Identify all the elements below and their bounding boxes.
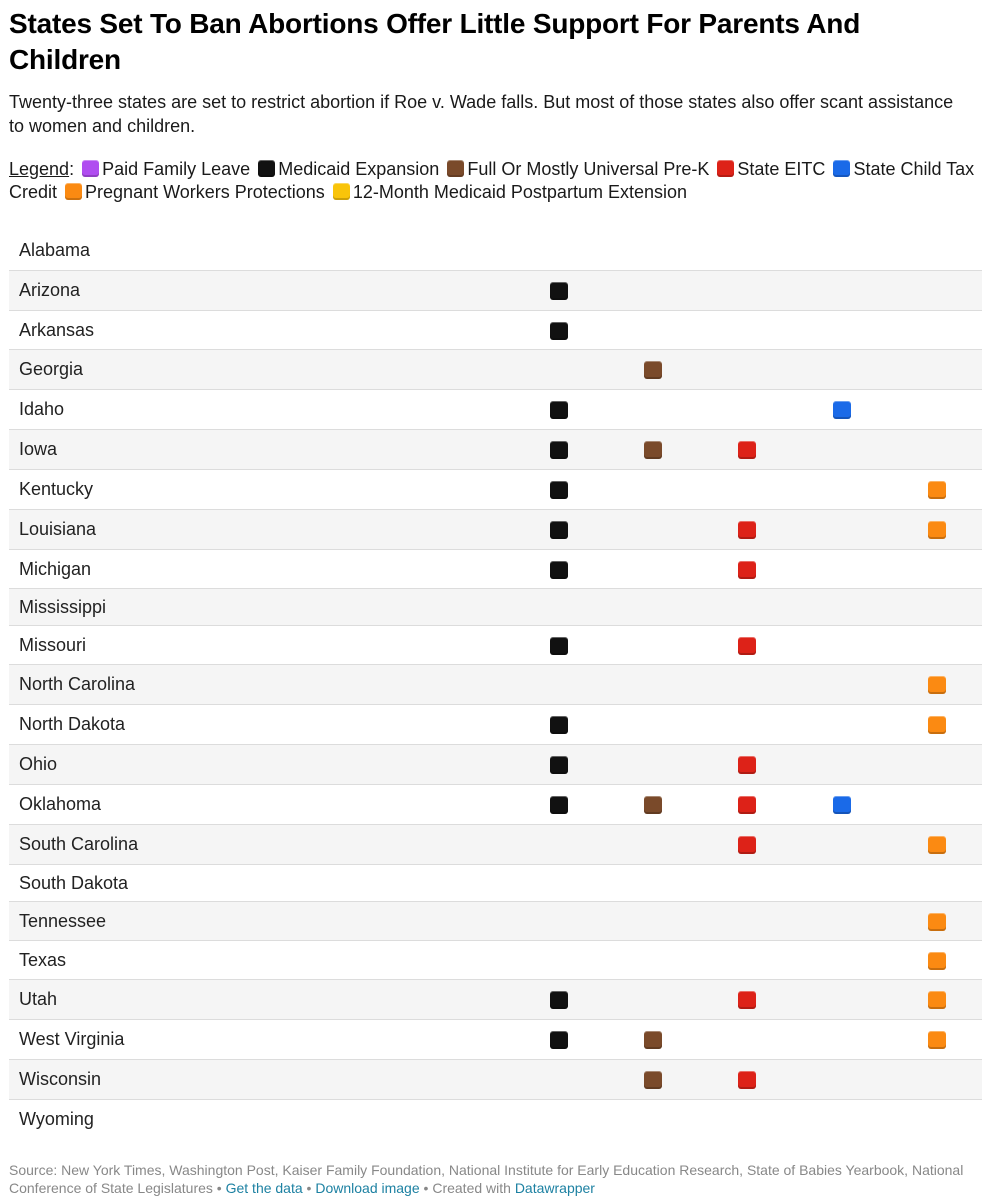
state-name: Arizona (19, 280, 81, 300)
state-name: Iowa (19, 439, 58, 459)
footer (9, 1161, 984, 1197)
table-row (9, 941, 982, 980)
table-row (9, 231, 982, 271)
state-name: Georgia (19, 359, 84, 379)
table-row (9, 510, 982, 550)
marker-pwp (928, 991, 946, 1009)
marker-prek (644, 361, 662, 379)
marker-eitc (738, 521, 756, 539)
marker-pwp (928, 481, 946, 499)
state-name: Ohio (19, 754, 58, 774)
marker-eitc (738, 991, 756, 1009)
state-name: South Dakota (19, 872, 129, 893)
legend-label-postpartum: 12-Month Medicaid Postpartum Extension (352, 182, 687, 202)
table-row (9, 626, 982, 665)
marker-medicaid (550, 401, 568, 419)
table-row (9, 390, 982, 430)
marker-medicaid (550, 796, 568, 814)
legend (9, 158, 984, 204)
state-name: Tennessee (19, 910, 107, 931)
legend-label-eitc: State EITC (737, 159, 826, 179)
table-row (9, 350, 982, 390)
marker-medicaid (550, 991, 568, 1009)
legend-label-prek: Full Or Mostly Universal Pre-K (467, 159, 710, 179)
table-row (9, 705, 982, 745)
state-name: Alabama (19, 240, 91, 260)
legend-label-medicaid: Medicaid Expansion (278, 159, 440, 179)
get-data-link[interactable]: Get the data (225, 1180, 303, 1196)
marker-prek (644, 441, 662, 459)
table-row (9, 865, 982, 902)
marker-eitc (738, 1071, 756, 1089)
table-row (9, 271, 982, 311)
marker-eitc (738, 441, 756, 459)
state-name: Michigan (19, 558, 92, 579)
state-name: Wyoming (19, 1108, 94, 1129)
marker-eitc (738, 637, 756, 655)
marker-medicaid (550, 441, 568, 459)
state-name: Arkansas (19, 319, 95, 340)
state-support-table (9, 231, 982, 1138)
state-name: North Dakota (19, 714, 126, 734)
legend-key-label: Legend (9, 159, 70, 179)
state-name: Texas (19, 949, 67, 970)
state-name: West Virginia (19, 1029, 125, 1049)
marker-medicaid (550, 521, 568, 539)
footer-separator: • (212, 1180, 226, 1196)
state-name: Kentucky (19, 479, 94, 499)
state-name: Wisconsin (19, 1069, 102, 1089)
marker-eitc (738, 836, 756, 854)
marker-medicaid (550, 756, 568, 774)
marker-pwp (928, 1031, 946, 1049)
legend-label-ctc: State Child Tax Credit (9, 159, 975, 202)
legend-swatch-postpartum (333, 183, 350, 200)
marker-pwp (928, 836, 946, 854)
legend-swatch-pfl (82, 160, 99, 177)
table-row (9, 1020, 982, 1060)
legend-label-pwp: Pregnant Workers Protections (85, 182, 325, 202)
legend-item-postpartum (330, 182, 687, 202)
table-row (9, 785, 982, 825)
state-name: Utah (19, 989, 58, 1009)
table-row (9, 665, 982, 705)
download-image-link[interactable]: Download image (315, 1180, 420, 1196)
marker-eitc (738, 796, 756, 814)
marker-pwp (928, 521, 946, 539)
legend-item-medicaid (255, 159, 439, 179)
marker-pwp (928, 913, 946, 931)
state-name: North Carolina (19, 674, 136, 694)
marker-medicaid (550, 1031, 568, 1049)
footer-separator: • (302, 1180, 316, 1196)
chart-subtitle: Twenty-three states are set to restrict abortion if Roe v. Wade falls. But most of those states also offer scant assistance to women and children. (9, 92, 954, 136)
created-with-label: Created with (432, 1180, 511, 1196)
table-row (9, 745, 982, 785)
marker-medicaid (550, 322, 568, 340)
marker-prek (644, 1071, 662, 1089)
legend-swatch-pwp (65, 183, 82, 200)
legend-swatch-prek (447, 160, 464, 177)
marker-pwp (928, 952, 946, 970)
table-row (9, 1100, 982, 1138)
state-name: Louisiana (19, 519, 97, 539)
state-name: Idaho (19, 399, 65, 419)
legend-items (9, 159, 974, 202)
footer-separator: • (419, 1180, 433, 1196)
marker-prek (644, 1031, 662, 1049)
legend-item-prek (444, 159, 709, 179)
table-row (9, 825, 982, 865)
state-name: Missouri (19, 634, 87, 655)
table-row (9, 311, 982, 350)
state-name: Mississippi (19, 596, 107, 617)
marker-ctc (833, 796, 851, 814)
marker-pwp (928, 676, 946, 694)
table-row (9, 430, 982, 470)
datawrapper-link[interactable]: Datawrapper (514, 1180, 595, 1196)
legend-swatch-eitc (717, 160, 734, 177)
legend-item-eitc (714, 159, 825, 179)
table-row (9, 589, 982, 626)
source-note: Source: New York Times, Washington Post, Kaiser Family Foundation, National Institute for Early Education Research, State of Babies Yearbook, National Conference of State Legislatures (9, 1162, 964, 1196)
marker-ctc (833, 401, 851, 419)
marker-eitc (738, 756, 756, 774)
marker-medicaid (550, 282, 568, 300)
marker-medicaid (550, 637, 568, 655)
table-row (9, 1060, 982, 1100)
chart-title: States Set To Ban Abortions Offer Little Support For Parents And Children (9, 8, 861, 75)
legend-separator: : (69, 159, 75, 179)
marker-prek (644, 796, 662, 814)
marker-medicaid (550, 561, 568, 579)
legend-label-pfl: Paid Family Leave (102, 159, 251, 179)
legend-item-pfl (79, 159, 250, 179)
marker-medicaid (550, 716, 568, 734)
table-row (9, 902, 982, 941)
legend-swatch-medicaid (258, 160, 275, 177)
table-row (9, 550, 982, 589)
state-name: South Carolina (19, 834, 139, 854)
legend-item-pwp (62, 182, 325, 202)
state-name: Oklahoma (19, 794, 102, 814)
legend-swatch-ctc (833, 160, 850, 177)
marker-eitc (738, 561, 756, 579)
marker-pwp (928, 716, 946, 734)
table-row (9, 980, 982, 1020)
table-row (9, 470, 982, 510)
marker-medicaid (550, 481, 568, 499)
